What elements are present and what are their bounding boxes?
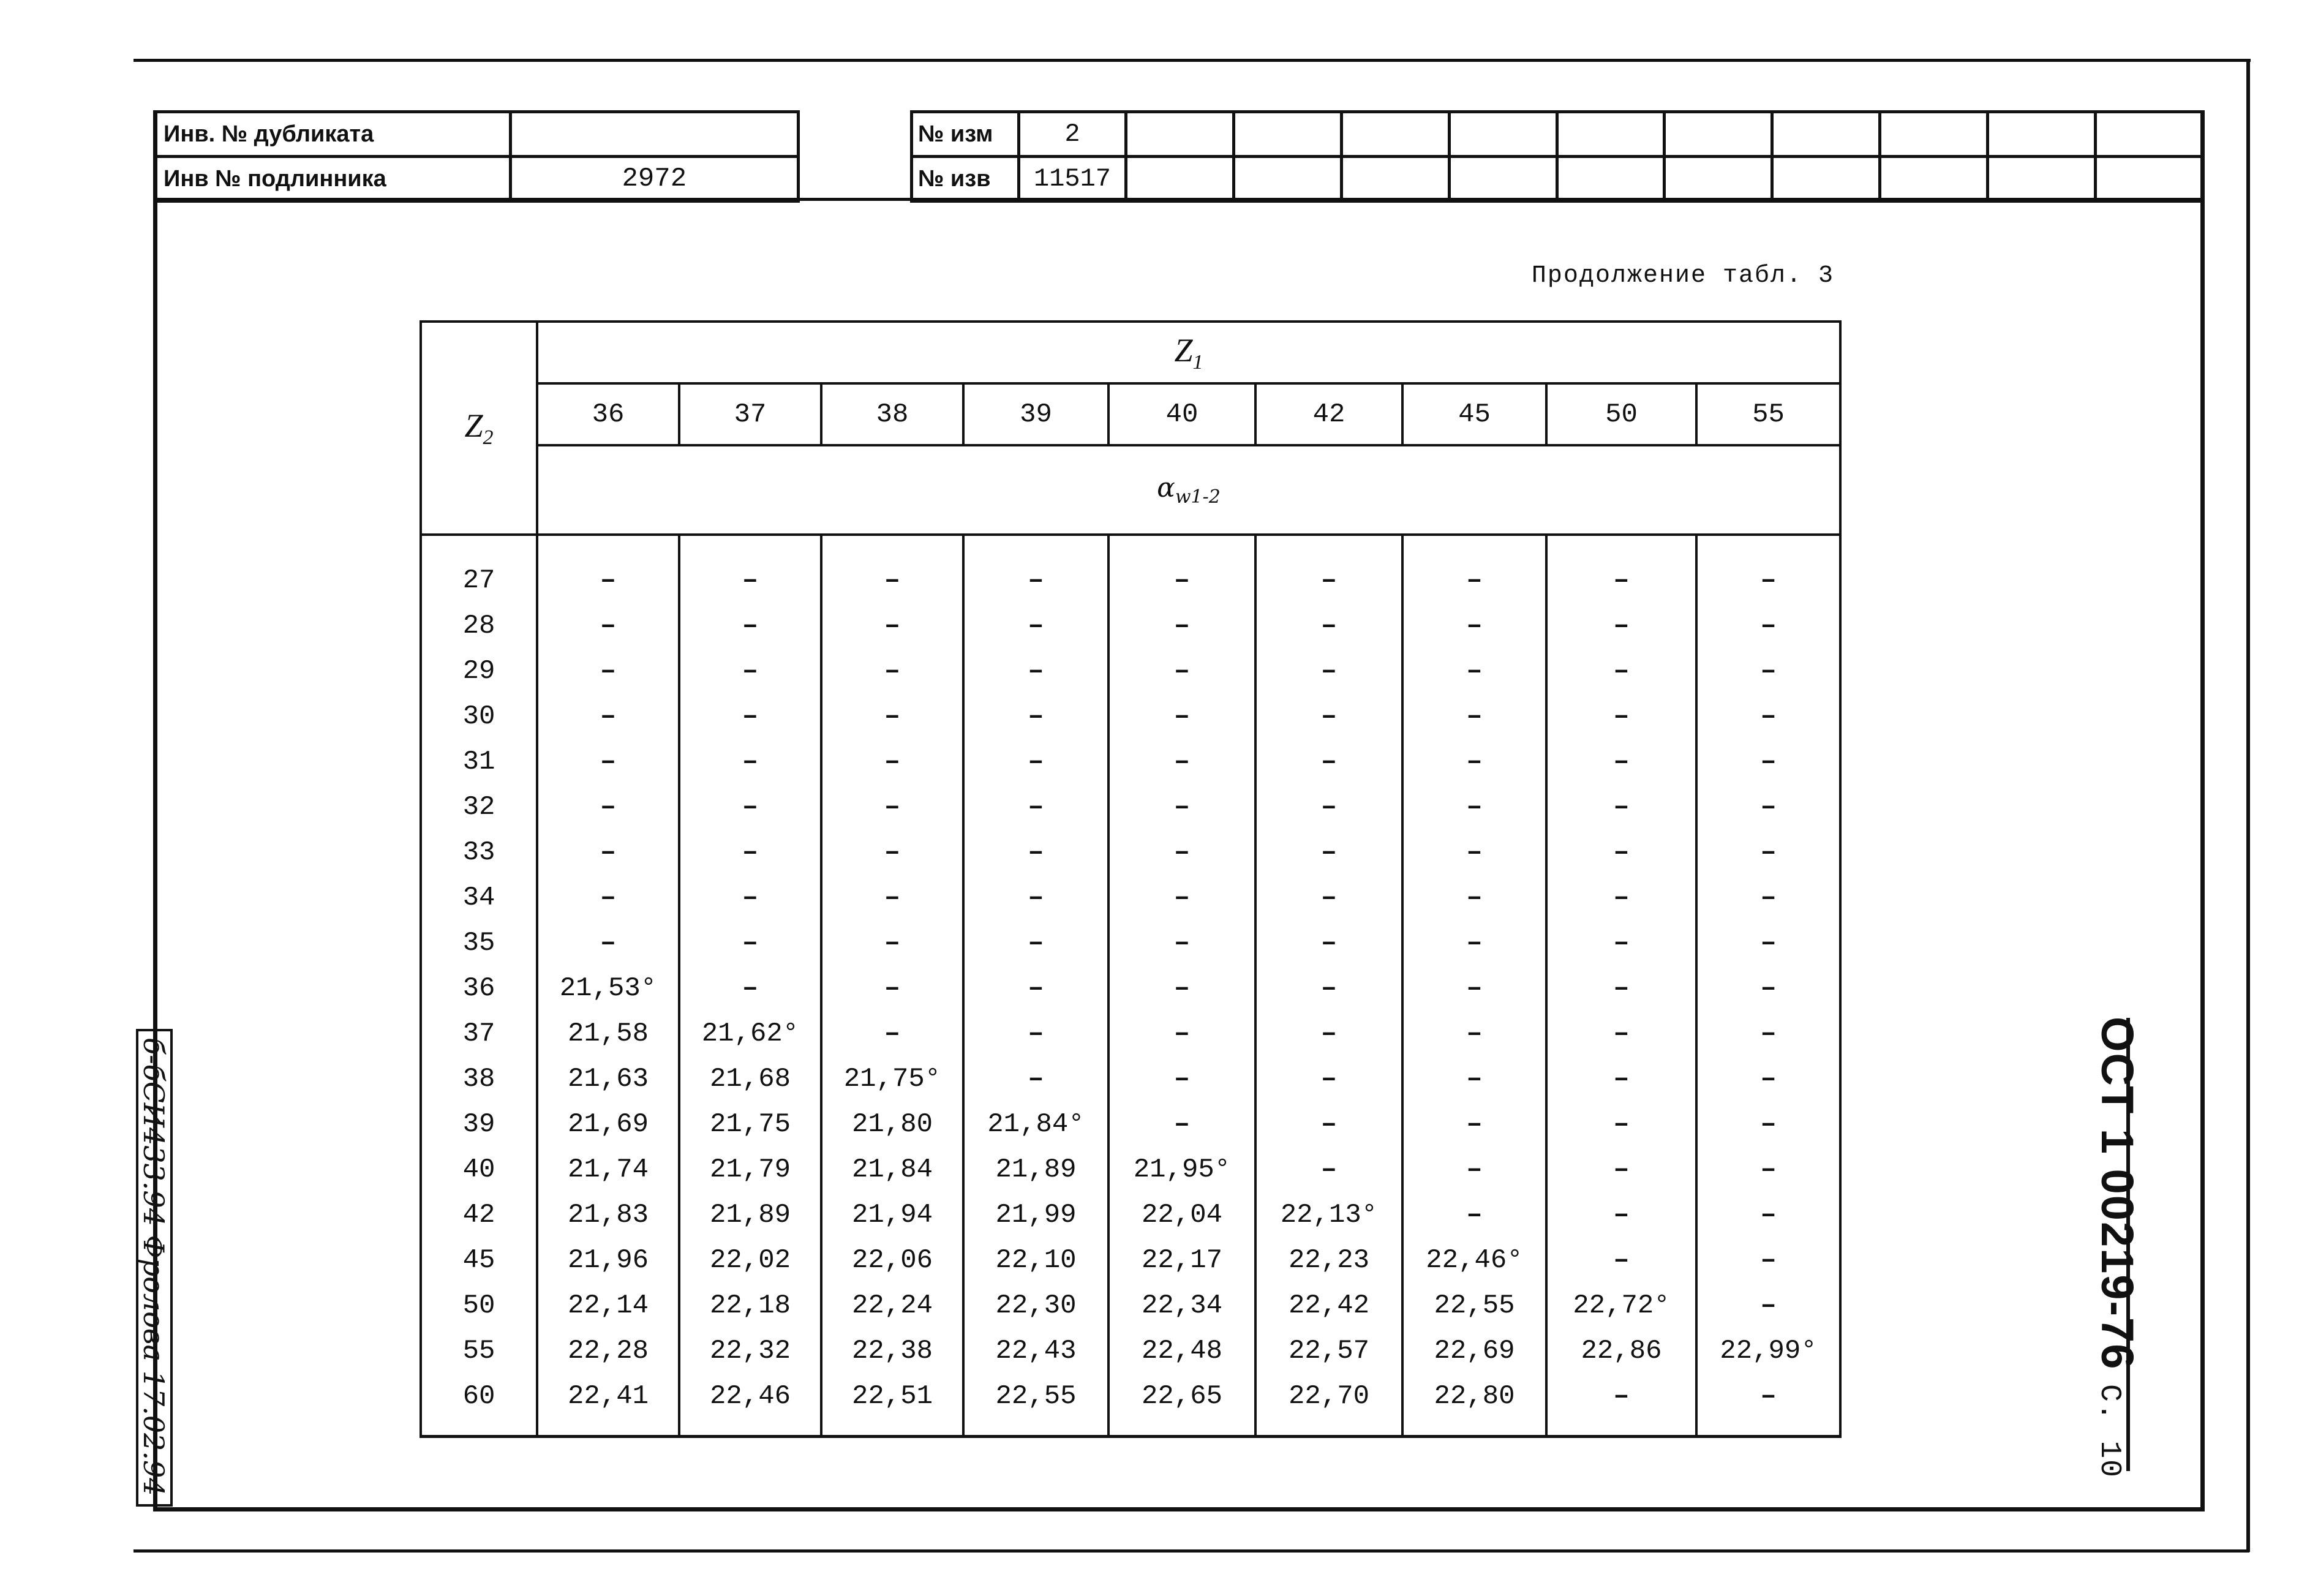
table-row <box>421 966 1840 1011</box>
angle-value-cell: – <box>963 966 1108 1011</box>
angle-value-cell: – <box>1696 603 1840 649</box>
table-row <box>421 1102 1840 1147</box>
angle-value-cell: 22,57 <box>1255 1328 1402 1374</box>
angle-value-cell: 22,48 <box>1108 1328 1255 1374</box>
angle-value-cell: – <box>537 830 679 875</box>
table-row <box>421 1374 1840 1437</box>
angle-value-cell: – <box>821 1011 963 1056</box>
angle-value-cell: – <box>1546 1374 1696 1437</box>
angle-value-cell: 22,42 <box>1255 1283 1402 1328</box>
angle-value-cell: – <box>1546 739 1696 785</box>
angle-value-cell: – <box>1255 920 1402 966</box>
notice-cell <box>1880 157 1988 201</box>
angle-value-cell: – <box>1546 649 1696 694</box>
angle-value-cell: – <box>1255 1056 1402 1102</box>
table-row <box>421 1056 1840 1102</box>
angle-value-cell: – <box>1546 1238 1696 1283</box>
z2-value-cell: 42 <box>421 1192 537 1238</box>
inventory-duplicate-label: Инв. № дубликата <box>155 112 511 157</box>
z1-header <box>537 322 1840 383</box>
angle-value-cell: – <box>1402 1192 1546 1238</box>
z2-value-cell: 32 <box>421 785 537 830</box>
angle-value-cell: – <box>1546 966 1696 1011</box>
angle-value-cell: 21,89 <box>679 1192 821 1238</box>
angle-value-cell: – <box>821 830 963 875</box>
angle-value-cell: – <box>1108 1011 1255 1056</box>
z2-value-cell: 50 <box>421 1283 537 1328</box>
angle-value-cell: – <box>679 535 821 603</box>
angle-value-cell: – <box>963 830 1108 875</box>
angle-value-cell: 22,46° <box>1402 1238 1546 1283</box>
angle-value-cell: – <box>1696 1283 1840 1328</box>
angle-value-cell: 22,04 <box>1108 1192 1255 1238</box>
angle-value-cell: – <box>1108 739 1255 785</box>
angle-value-cell: 22,28 <box>537 1328 679 1374</box>
notice-cell <box>1665 157 1772 201</box>
change-number-label: № изм <box>912 112 1019 157</box>
angle-value-cell: 21,53° <box>537 966 679 1011</box>
angle-value-cell: 22,86 <box>1546 1328 1696 1374</box>
angle-value-cell: 22,65 <box>1108 1374 1255 1437</box>
margin-handwritten-stamp <box>136 1029 173 1507</box>
angle-value-cell: – <box>1696 694 1840 739</box>
angle-value-cell: 21,62° <box>679 1011 821 1056</box>
z2-value-cell: 37 <box>421 1011 537 1056</box>
angle-value-cell: 22,46 <box>679 1374 821 1437</box>
sheet-top-line <box>134 59 2251 62</box>
angle-value-cell: 22,51 <box>821 1374 963 1437</box>
angle-value-cell: – <box>1108 649 1255 694</box>
angle-value-cell: – <box>1255 785 1402 830</box>
angle-value-cell: 21,89 <box>963 1147 1108 1192</box>
notice-cell <box>1341 157 1449 201</box>
angle-value-cell: 22,13° <box>1255 1192 1402 1238</box>
angle-value-cell: – <box>1255 535 1402 603</box>
angle-value-cell: – <box>821 649 963 694</box>
angle-value-cell: – <box>1696 1192 1840 1238</box>
notice-cell <box>1772 157 1880 201</box>
angle-value-cell: – <box>1696 785 1840 830</box>
table-body <box>421 535 1840 1437</box>
table-row <box>421 694 1840 739</box>
angle-value-cell: – <box>537 694 679 739</box>
angle-value-cell: – <box>1402 1147 1546 1192</box>
alpha-header-row <box>421 445 1840 535</box>
table-row <box>421 1283 1840 1328</box>
angle-value-cell: – <box>1546 830 1696 875</box>
z2-value-cell: 45 <box>421 1238 537 1283</box>
angle-value-cell: – <box>963 785 1108 830</box>
z1-column-header: 36 <box>537 383 679 445</box>
angle-value-cell: – <box>1108 603 1255 649</box>
angle-value-cell: – <box>1108 920 1255 966</box>
angle-value-cell: 22,06 <box>821 1238 963 1283</box>
angle-value-cell: 21,96 <box>537 1238 679 1283</box>
alpha-symbol: α <box>1157 472 1175 504</box>
table-row <box>421 739 1840 785</box>
angle-value-cell: – <box>963 603 1108 649</box>
angle-value-cell: – <box>1696 920 1840 966</box>
notice-cell <box>1449 157 1557 201</box>
z2-value-cell: 60 <box>421 1374 537 1437</box>
angle-value-cell: – <box>963 694 1108 739</box>
table-continuation-caption: Продолжение табл. 3 <box>1531 262 1834 290</box>
table-row <box>421 920 1840 966</box>
angle-value-cell: – <box>537 739 679 785</box>
change-stamp <box>910 110 2205 203</box>
z1-column-header: 40 <box>1108 383 1255 445</box>
table-row <box>421 1192 1840 1238</box>
angle-value-cell: – <box>679 649 821 694</box>
angle-value-cell: – <box>1402 875 1546 920</box>
angle-value-cell: – <box>1696 535 1840 603</box>
angle-value-cell: – <box>1255 830 1402 875</box>
angle-value-cell: – <box>1696 1011 1840 1056</box>
angle-value-cell: 21,79 <box>679 1147 821 1192</box>
angle-value-cell: – <box>1402 830 1546 875</box>
change-cell <box>1557 112 1665 157</box>
z2-symbol: Z <box>464 407 483 445</box>
document-title-block <box>2094 1017 2143 1482</box>
angle-value-cell: – <box>1255 694 1402 739</box>
z2-value-cell: 38 <box>421 1056 537 1102</box>
angle-value-cell: – <box>1546 920 1696 966</box>
angle-value-cell: 22,23 <box>1255 1238 1402 1283</box>
angle-value-cell: – <box>1108 535 1255 603</box>
z1-column-header: 45 <box>1402 383 1546 445</box>
angle-value-cell: – <box>1108 785 1255 830</box>
angle-value-cell: 21,75 <box>679 1102 821 1147</box>
angle-value-cell: – <box>1108 1102 1255 1147</box>
z2-value-cell: 33 <box>421 830 537 875</box>
angle-value-cell: – <box>1546 1056 1696 1102</box>
angle-value-cell: 22,80 <box>1402 1374 1546 1437</box>
z1-symbol: Z <box>1174 331 1193 369</box>
angle-value-cell: – <box>1402 920 1546 966</box>
change-cell <box>1880 112 1988 157</box>
angle-value-cell: – <box>1546 1102 1696 1147</box>
change-cell <box>2096 112 2203 157</box>
angle-value-cell: – <box>1402 785 1546 830</box>
angle-value-cell: – <box>1546 694 1696 739</box>
change-cell <box>1665 112 1772 157</box>
angle-value-cell: – <box>963 535 1108 603</box>
z2-value-cell: 30 <box>421 694 537 739</box>
angle-value-cell: – <box>821 739 963 785</box>
angle-value-cell: – <box>1255 966 1402 1011</box>
z2-value-cell: 36 <box>421 966 537 1011</box>
change-cell <box>1126 112 1234 157</box>
z2-value-cell: 31 <box>421 739 537 785</box>
angle-value-cell: – <box>963 920 1108 966</box>
angle-value-cell: 22,17 <box>1108 1238 1255 1283</box>
z2-value-cell: 35 <box>421 920 537 966</box>
angle-value-cell: 21,95° <box>1108 1147 1255 1192</box>
inventory-original-label: Инв № подлинника <box>155 157 511 201</box>
angle-value-cell: – <box>1402 1011 1546 1056</box>
angle-value-cell: – <box>1546 785 1696 830</box>
table-row <box>421 1011 1840 1056</box>
angle-value-cell: 21,83 <box>537 1192 679 1238</box>
angle-value-cell: 22,24 <box>821 1283 963 1328</box>
notice-number-row <box>912 157 2203 201</box>
angle-value-cell: 22,69 <box>1402 1328 1546 1374</box>
angle-value-cell: 21,58 <box>537 1011 679 1056</box>
angle-value-cell: 21,84 <box>821 1147 963 1192</box>
inventory-stamp <box>153 110 800 203</box>
notice-number-value: 11517 <box>1019 157 1126 201</box>
table-row <box>421 1238 1840 1283</box>
angle-value-cell: 21,99 <box>963 1192 1108 1238</box>
table-row <box>421 535 1840 603</box>
angle-value-cell: – <box>679 920 821 966</box>
z1-column-header: 50 <box>1546 383 1696 445</box>
angle-value-cell: – <box>1255 603 1402 649</box>
angle-value-cell: – <box>1696 1056 1840 1102</box>
table-row <box>421 649 1840 694</box>
change-cell <box>1988 112 2096 157</box>
change-number-value: 2 <box>1019 112 1126 157</box>
z1-column-header: 37 <box>679 383 821 445</box>
angle-value-cell: 21,69 <box>537 1102 679 1147</box>
angle-value-cell: – <box>821 603 963 649</box>
angle-value-cell: 22,41 <box>537 1374 679 1437</box>
angle-value-cell: – <box>1546 1192 1696 1238</box>
notice-cell <box>1233 157 1341 201</box>
angle-value-cell: – <box>537 649 679 694</box>
angle-value-cell: 22,55 <box>1402 1283 1546 1328</box>
angle-value-cell: 22,30 <box>963 1283 1108 1328</box>
z1-column-header: 42 <box>1255 383 1402 445</box>
sheet-right-line <box>2246 59 2250 1552</box>
angle-value-cell: – <box>821 920 963 966</box>
change-cell <box>1341 112 1449 157</box>
angle-value-cell: – <box>679 694 821 739</box>
angle-value-cell: – <box>963 875 1108 920</box>
document-title-text <box>2091 1017 2143 1478</box>
z1-subscript: 1 <box>1192 350 1203 374</box>
angle-value-cell: 22,10 <box>963 1238 1108 1283</box>
angle-value-cell: – <box>679 739 821 785</box>
angle-value-cell: 22,14 <box>537 1283 679 1328</box>
angle-value-cell: – <box>963 649 1108 694</box>
angle-value-cell: – <box>679 830 821 875</box>
document-title: ОСТ 1 00219-76 <box>2092 1017 2143 1371</box>
angle-value-cell: 22,38 <box>821 1328 963 1374</box>
angle-value-cell: – <box>963 1011 1108 1056</box>
angle-value-cell: – <box>1696 739 1840 785</box>
angle-value-cell: 22,02 <box>679 1238 821 1283</box>
z1-values-row <box>421 383 1840 445</box>
angle-value-cell: – <box>1108 1056 1255 1102</box>
angle-value-cell: – <box>821 694 963 739</box>
angle-value-cell: – <box>1696 649 1840 694</box>
angle-value-cell: – <box>1255 739 1402 785</box>
angle-value-cell: – <box>1255 1147 1402 1192</box>
z2-header <box>421 322 537 535</box>
angle-value-cell: – <box>1402 1102 1546 1147</box>
angle-value-cell: – <box>679 603 821 649</box>
table-row <box>421 785 1840 830</box>
table-row <box>421 1328 1840 1374</box>
angle-value-cell: 22,99° <box>1696 1328 1840 1374</box>
angle-value-cell: – <box>1696 1147 1840 1192</box>
z1-column-header: 39 <box>963 383 1108 445</box>
z2-value-cell: 55 <box>421 1328 537 1374</box>
inventory-duplicate-row <box>155 112 799 157</box>
angle-value-cell: – <box>821 966 963 1011</box>
notice-number-label: № изв <box>912 157 1019 201</box>
angle-value-cell: – <box>1108 875 1255 920</box>
angle-value-cell: – <box>1546 875 1696 920</box>
angle-value-cell: 22,70 <box>1255 1374 1402 1437</box>
angle-value-cell: 21,80 <box>821 1102 963 1147</box>
angle-value-cell: 21,74 <box>537 1147 679 1192</box>
angle-value-cell: 22,18 <box>679 1283 821 1328</box>
inventory-duplicate-value <box>510 112 798 157</box>
angle-value-cell: 22,32 <box>679 1328 821 1374</box>
table-row <box>421 875 1840 920</box>
z1-header-row <box>421 322 1840 383</box>
z1-column-header: 38 <box>821 383 963 445</box>
notice-cell <box>1126 157 1234 201</box>
angle-value-cell: – <box>1255 1102 1402 1147</box>
angle-value-cell: – <box>1696 830 1840 875</box>
angle-value-cell: – <box>821 785 963 830</box>
angle-value-cell: – <box>1255 649 1402 694</box>
angle-table <box>420 320 1842 1438</box>
angle-value-cell: – <box>1546 535 1696 603</box>
angle-value-cell: – <box>1402 1056 1546 1102</box>
angle-value-cell: – <box>679 875 821 920</box>
angle-value-cell: – <box>1108 694 1255 739</box>
angle-value-cell: – <box>1402 739 1546 785</box>
angle-value-cell: 21,94 <box>821 1192 963 1238</box>
angle-value-cell: – <box>821 535 963 603</box>
z2-value-cell: 27 <box>421 535 537 603</box>
z2-subscript: 2 <box>483 426 494 449</box>
notice-cell <box>2096 157 2203 201</box>
z2-value-cell: 40 <box>421 1147 537 1192</box>
angle-value-cell: – <box>1255 875 1402 920</box>
alpha-header <box>537 445 1840 535</box>
angle-value-cell: – <box>821 875 963 920</box>
angle-value-cell: – <box>1255 1011 1402 1056</box>
inventory-original-row <box>155 157 799 201</box>
angle-value-cell: – <box>1402 966 1546 1011</box>
z2-value-cell: 29 <box>421 649 537 694</box>
angle-value-cell: – <box>963 1056 1108 1102</box>
angle-value-cell: – <box>1402 603 1546 649</box>
change-cell <box>1233 112 1341 157</box>
angle-value-cell: – <box>679 966 821 1011</box>
angle-value-cell: 22,55 <box>963 1374 1108 1437</box>
change-number-row <box>912 112 2203 157</box>
alpha-subscript: w1-2 <box>1175 486 1221 508</box>
angle-value-cell: – <box>1402 535 1546 603</box>
angle-value-cell: – <box>1696 966 1840 1011</box>
angle-value-cell: – <box>537 785 679 830</box>
z2-value-cell: 34 <box>421 875 537 920</box>
angle-value-cell: – <box>537 603 679 649</box>
sheet-bottom-line <box>134 1549 2249 1553</box>
notice-cell <box>1988 157 2096 201</box>
angle-value-cell: – <box>1696 1238 1840 1283</box>
angle-value-cell: – <box>1108 966 1255 1011</box>
angle-value-cell: 22,72° <box>1546 1283 1696 1328</box>
table-row <box>421 830 1840 875</box>
angle-value-cell: 21,75° <box>821 1056 963 1102</box>
angle-value-cell: – <box>679 785 821 830</box>
page-number: С. 10 <box>2093 1383 2126 1478</box>
angle-value-cell: – <box>1402 694 1546 739</box>
change-cell <box>1449 112 1557 157</box>
angle-value-cell: – <box>1546 603 1696 649</box>
angle-value-cell: – <box>1402 649 1546 694</box>
angle-value-cell: – <box>1108 830 1255 875</box>
table-row <box>421 1147 1840 1192</box>
angle-value-cell: – <box>1696 875 1840 920</box>
angle-value-cell: – <box>537 535 679 603</box>
z1-column-header: 55 <box>1696 383 1840 445</box>
angle-value-cell: – <box>537 875 679 920</box>
angle-value-cell: – <box>1546 1147 1696 1192</box>
angle-value-cell: 21,84° <box>963 1102 1108 1147</box>
angle-value-cell: – <box>1696 1374 1840 1437</box>
angle-value-cell: – <box>1546 1011 1696 1056</box>
change-cell <box>1772 112 1880 157</box>
inventory-original-value: 2972 <box>510 157 798 201</box>
notice-cell <box>1557 157 1665 201</box>
angle-value-cell: 22,34 <box>1108 1283 1255 1328</box>
angle-value-cell: 21,68 <box>679 1056 821 1102</box>
angle-value-cell: – <box>1696 1102 1840 1147</box>
z2-value-cell: 39 <box>421 1102 537 1147</box>
angle-value-cell: 22,43 <box>963 1328 1108 1374</box>
margin-note: б-бСИ433.94 Фролова 17.02.94 <box>137 1037 170 1496</box>
angle-value-cell: – <box>537 920 679 966</box>
angle-value-cell: – <box>963 739 1108 785</box>
angle-value-cell: 21,63 <box>537 1056 679 1102</box>
z2-value-cell: 28 <box>421 603 537 649</box>
table-row <box>421 603 1840 649</box>
